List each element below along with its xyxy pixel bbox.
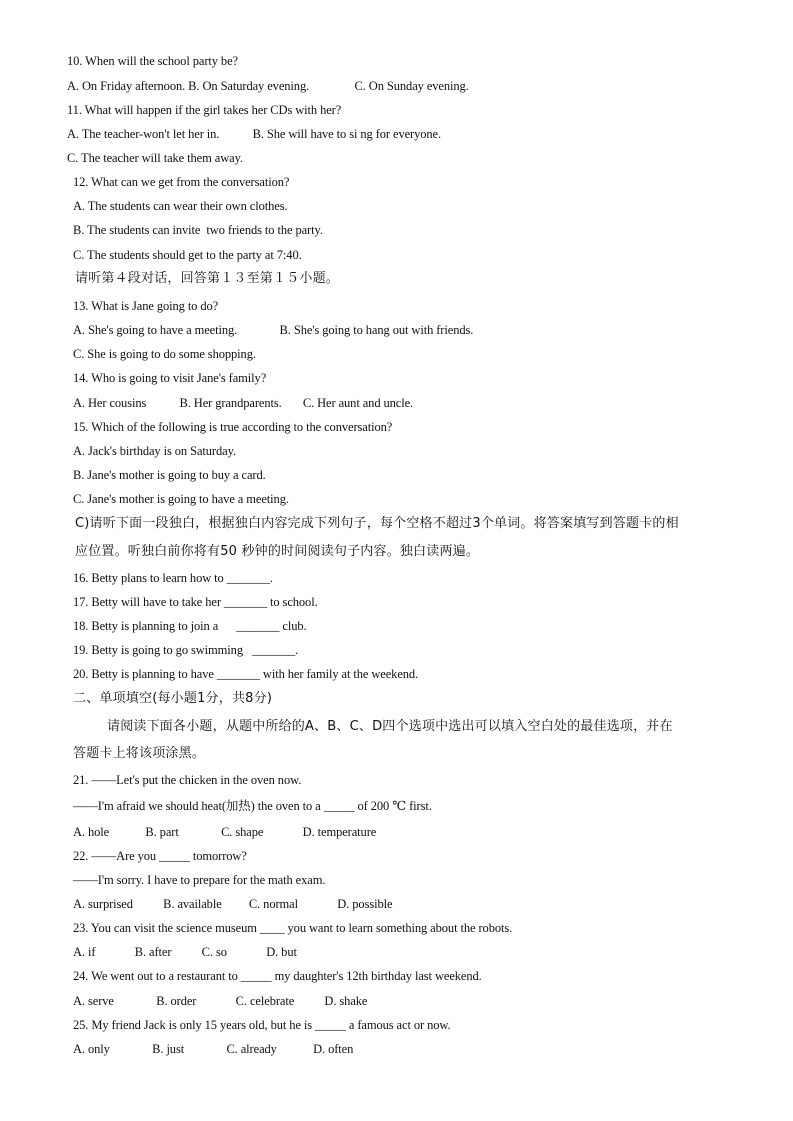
question-12: 12. What can we get from the conversation? xyxy=(73,175,290,189)
question-12-option-c: C. The students should get to the party at 7:40. xyxy=(73,248,302,262)
section-2-instruction-line-2: 答题卡上将该项涂黑。 xyxy=(73,746,206,761)
section-c-instruction-line-2: 应位置。听独白前你将有50 秒钟的时间阅读句子内容。独白读两遍。 xyxy=(75,544,480,559)
question-16: 16. Betty plans to learn how to _______. xyxy=(73,571,273,585)
question-15-option-a: A. Jack's birthday is on Saturday. xyxy=(73,444,236,458)
question-21-options: A. hole B. part C. shape D. temperature xyxy=(73,825,377,839)
question-11-option-c: C. The teacher will take them away. xyxy=(67,151,243,165)
question-22-options: A. surprised B. available C. normal D. possible xyxy=(73,897,393,911)
question-21-reply: ——I'm afraid we should heat(加热) the oven to a _____ of 200 ℃ first. xyxy=(73,799,432,813)
question-14: 14. Who is going to visit Jane's family? xyxy=(73,371,267,385)
section-c-instruction-line-1: C)请听下面一段独白，根据独白内容完成下列句子，每个空格不超过3个单词。将答案填写到答题卡的相 xyxy=(75,516,679,531)
question-19: 19. Betty is going to go swimming _______. xyxy=(73,643,299,657)
question-11: 11. What will happen if the girl takes her CDs with her? xyxy=(67,103,342,117)
question-22: 22. ——Are you _____ tomorrow? xyxy=(73,849,247,863)
question-25: 25. My friend Jack is only 15 years old, but he is _____ a famous act or now. xyxy=(73,1018,451,1032)
question-13-options-ab: A. She's going to have a meeting. B. She's going to hang out with friends. xyxy=(73,323,474,337)
question-23: 23. You can visit the science museum ____ you want to learn something about the robots. xyxy=(73,921,513,935)
question-15: 15. Which of the following is true according to the conversation? xyxy=(73,420,393,434)
section-4-instruction: 请听第４段对话，回答第１３至第１５小题。 xyxy=(75,271,340,286)
question-15-option-b: B. Jane's mother is going to buy a card. xyxy=(73,468,266,482)
question-15-option-c: C. Jane's mother is going to have a meeting. xyxy=(73,492,289,506)
question-25-options: A. only B. just C. already D. often xyxy=(73,1042,354,1056)
question-24: 24. We went out to a restaurant to _____ my daughter's 12th birthday last weekend. xyxy=(73,969,482,983)
question-17: 17. Betty will have to take her _______ to school. xyxy=(73,595,318,609)
question-13-option-c: C. She is going to do some shopping. xyxy=(73,347,256,361)
question-21: 21. ——Let's put the chicken in the oven now. xyxy=(73,773,302,787)
question-22-reply: ——I'm sorry. I have to prepare for the math exam. xyxy=(73,873,326,887)
question-10: 10. When will the school party be? xyxy=(67,54,238,68)
question-24-options: A. serve B. order C. celebrate D. shake xyxy=(73,994,368,1008)
question-11-options-ab: A. The teacher-won't let her in. B. She will have to si ng for everyone. xyxy=(67,127,442,141)
question-18: 18. Betty is planning to join a _______ club. xyxy=(73,619,307,633)
section-2-heading: 二、单项填空(每小题1分，共8分) xyxy=(73,691,273,706)
question-14-options: A. Her cousins B. Her grandparents. C. Her aunt and uncle. xyxy=(73,396,414,410)
question-20: 20. Betty is planning to have _______ with her family at the weekend. xyxy=(73,667,419,681)
question-23-options: A. if B. after C. so D. but xyxy=(73,945,297,959)
section-2-instruction-line-1: 请阅读下面各小题，从题中所给的A、B、C、D四个选项中选出可以填入空白处的最佳选项，并在 xyxy=(107,719,673,734)
question-13: 13. What is Jane going to do? xyxy=(73,299,219,313)
question-12-option-a: A. The students can wear their own clothes. xyxy=(73,199,288,213)
question-10-options: A. On Friday afternoon. B. On Saturday evening. C. On Sunday evening. xyxy=(67,79,469,93)
question-12-option-b: B. The students can invite two friends to the party. xyxy=(73,223,323,237)
